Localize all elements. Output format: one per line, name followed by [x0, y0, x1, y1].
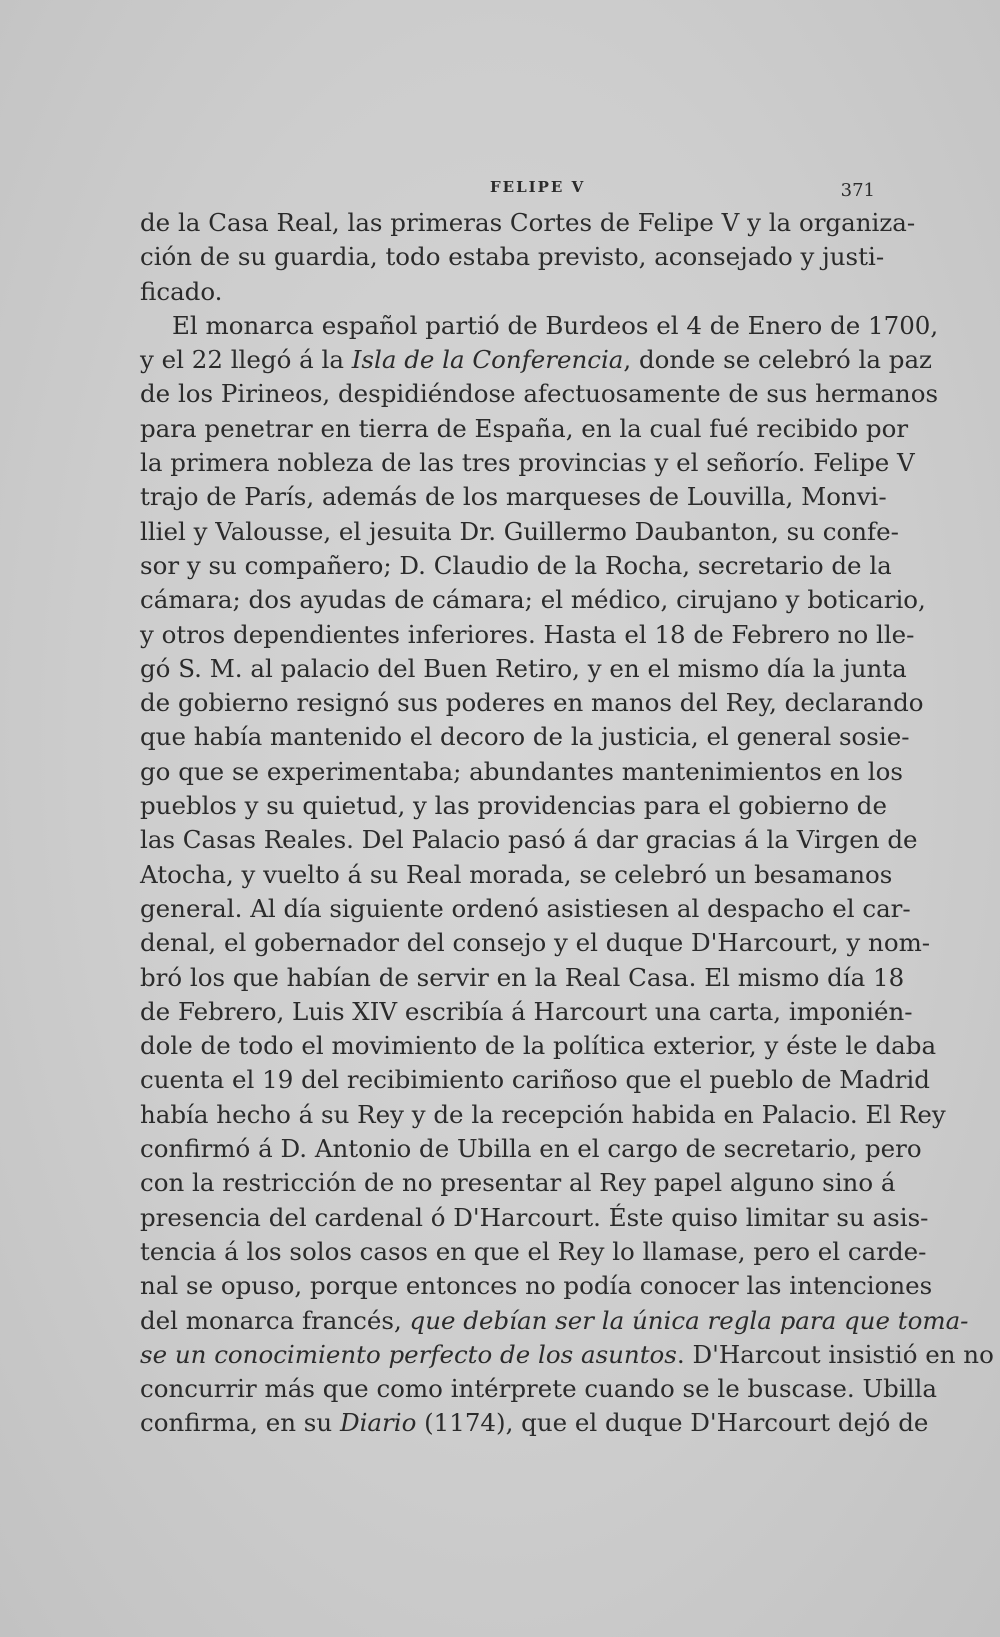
text-line	[140, 549, 892, 583]
running-head	[150, 178, 875, 204]
line-text: (1174), que el duque D'Harcourt dejó de	[416, 1408, 929, 1438]
text-line	[140, 1098, 946, 1132]
text-line	[140, 206, 916, 240]
text-line	[140, 720, 910, 754]
line-text: de la Casa Real, las primeras Cortes de Felipe V y la organiza-	[140, 208, 916, 237]
text-line	[140, 480, 887, 514]
line-text: y el 22 llegó á la	[140, 345, 352, 375]
line-text: nal se opuso, porque entonces no podía conocer las intenciones	[140, 1271, 933, 1301]
line-text: del monarca francés,	[140, 1305, 410, 1335]
text-line	[140, 926, 931, 960]
text-line	[140, 377, 939, 411]
text-line	[140, 1372, 937, 1406]
text-line	[140, 823, 918, 857]
text-line	[140, 1406, 929, 1440]
line-text: denal, el gobernador del consejo y el duque D'Harcourt, y nom-	[140, 928, 931, 958]
line-text: había hecho á su Rey y de la recepción habida en Palacio. El Rey	[140, 1099, 946, 1129]
text-line	[140, 755, 903, 789]
text-line	[140, 1235, 927, 1269]
text-line	[140, 240, 885, 274]
text-line	[140, 1029, 937, 1063]
line-text: general. Al día siguiente ordenó asistiesen al despacho el car-	[140, 893, 911, 923]
text-line	[140, 618, 915, 652]
text-line	[140, 275, 880, 309]
text-line	[140, 1338, 994, 1372]
line-text: sor y su compañero; D. Claudio de la Rocha, secretario de la	[140, 550, 892, 580]
line-text: cámara; dos ayudas de cámara; el médico, cirujano y boticario,	[140, 585, 926, 615]
line-text: y otros dependientes inferiores. Hasta el 18 de Febrero no lle-	[140, 619, 915, 649]
line-text: El monarca español partió de Burdeos el 4 de Enero de 1700,	[172, 310, 939, 340]
running-title: FELIPE V	[490, 178, 586, 196]
line-text: presencia del cardenal ó D'Harcourt. Éste quiso limitar su asis-	[140, 1202, 929, 1232]
line-text: dole de todo el movimiento de la política exterior, y éste le daba	[140, 1031, 937, 1061]
text-line	[140, 1304, 969, 1338]
text-line	[140, 892, 911, 926]
page-number: 371	[840, 180, 875, 201]
line-text: concurrir más que como intérprete cuando se le buscase. Ubilla	[140, 1374, 937, 1404]
text-line	[140, 1201, 929, 1235]
text-line	[140, 446, 915, 480]
text-line	[140, 858, 893, 892]
text-line	[140, 652, 907, 686]
line-text: confirmó á D. Antonio de Ubilla en el cargo de secretario, pero	[140, 1134, 922, 1164]
line-text: tencia á los solos casos en que el Rey lo llamase, pero el carde-	[140, 1236, 927, 1266]
text-line	[140, 583, 926, 617]
line-text: las Casas Reales. Del Palacio pasó á dar gracias á la Virgen de	[140, 825, 918, 855]
line-text: pueblos y su quietud, y las providencias para el gobierno de	[140, 791, 887, 821]
line-text: trajo de París, además de los marqueses de Louvilla, Monvi-	[140, 482, 887, 512]
text-line	[140, 961, 905, 995]
line-text: . D'Harcout insistió en no	[676, 1339, 994, 1369]
line-text: ción de su guardia, todo estaba previsto, aconsejado y justi-	[140, 242, 885, 272]
text-line	[140, 1063, 930, 1097]
text-line	[140, 1132, 922, 1166]
line-text: para penetrar en tierra de España, en la cual fué recibido por	[140, 413, 909, 443]
italic-text: se un conocimiento perfecto de los asuntos	[140, 1339, 677, 1369]
line-text: de gobierno resignó sus poderes en manos del Rey, declarando	[140, 688, 924, 718]
text-line	[140, 789, 887, 823]
line-text: confirma, en su	[140, 1408, 340, 1438]
italic-text: que debían ser la única regla para que toma-	[409, 1305, 969, 1335]
line-text: bró los que habían de servir en la Real Casa. El mismo día 18	[140, 962, 905, 992]
text-line	[140, 995, 913, 1029]
line-text: de Febrero, Luis XIV escribía á Harcourt una carta, imponién-	[140, 996, 913, 1026]
line-text: la primera nobleza de las tres provincias y el señorío. Felipe V	[140, 448, 915, 478]
text-line	[140, 309, 939, 343]
line-text: con la restricción de no presentar al Rey papel alguno sino á	[140, 1168, 896, 1198]
line-text: lliel y Valousse, el jesuita Dr. Guillermo Daubanton, su confe-	[140, 516, 899, 546]
text-line	[140, 1269, 933, 1303]
text-line	[140, 686, 924, 720]
line-text: de los Pirineos, despidiéndose afectuosamente de sus hermanos	[140, 379, 939, 409]
text-line	[140, 412, 909, 446]
line-text: go que se experimentaba; abundantes mantenimientos en los	[140, 756, 903, 786]
line-text: Atocha, y vuelto á su Real morada, se celebró un besamanos	[140, 859, 893, 889]
line-text: ficado.	[140, 276, 223, 306]
body-text	[140, 206, 994, 1441]
text-line	[140, 515, 899, 549]
line-text: , donde se celebró la paz	[623, 345, 932, 375]
italic-text: Isla de la Conferencia	[351, 345, 624, 375]
line-text: cuenta el 19 del recibimiento cariñoso que el pueblo de Madrid	[140, 1065, 930, 1095]
italic-text: Diario	[339, 1408, 417, 1438]
text-line	[140, 343, 932, 377]
line-text: que había mantenido el decoro de la justicia, el general sosie-	[140, 722, 910, 752]
text-line	[140, 1166, 896, 1200]
line-text: gó S. M. al palacio del Buen Retiro, y en el mismo día la junta	[140, 653, 907, 683]
